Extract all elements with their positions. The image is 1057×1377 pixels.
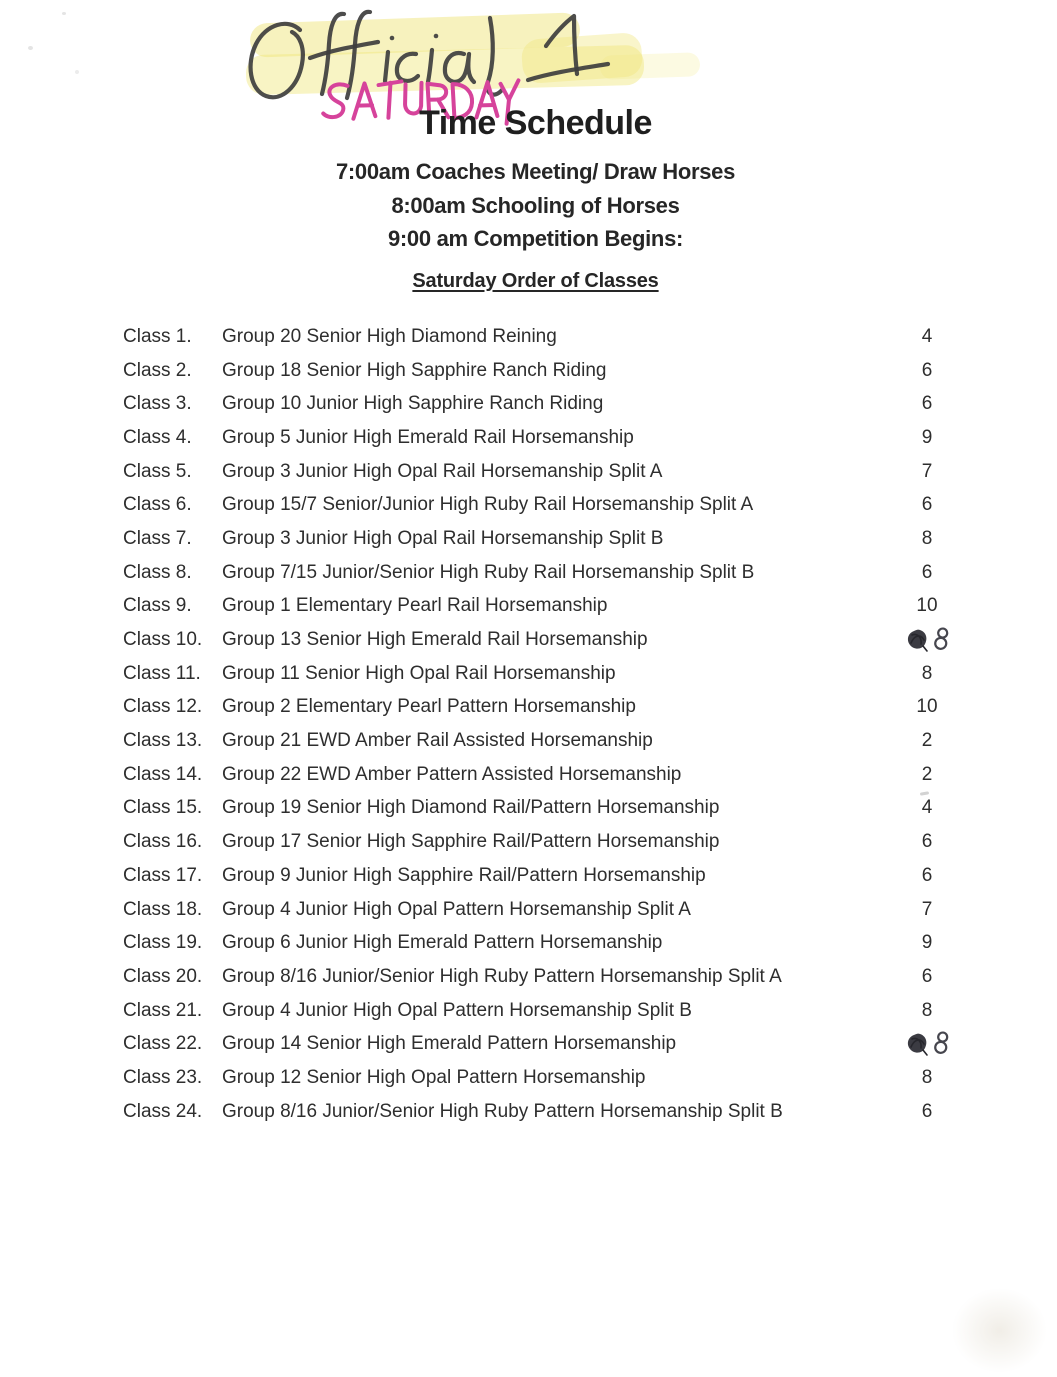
table-row bbox=[0, 354, 1057, 388]
class-description: Group 22 EWD Amber Pattern Assisted Horsemanship bbox=[222, 763, 682, 785]
schedule-times bbox=[14, 155, 1057, 256]
table-row bbox=[0, 1095, 1057, 1129]
table-row bbox=[0, 960, 1057, 994]
entry-count: 4 bbox=[921, 325, 933, 347]
table-row bbox=[0, 522, 1057, 556]
entry-count: 8 bbox=[921, 662, 933, 684]
section-heading: Saturday Order of Classes bbox=[412, 270, 659, 292]
class-description: Group 2 Elementary Pearl Pattern Horsemanship bbox=[222, 696, 636, 718]
table-row bbox=[0, 387, 1057, 421]
handwritten-count-correction bbox=[904, 624, 956, 654]
table-row bbox=[0, 488, 1057, 522]
table-row bbox=[0, 320, 1057, 354]
scan-speck bbox=[28, 46, 33, 50]
class-description: Group 3 Junior High Opal Rail Horsemanship Split A bbox=[222, 460, 663, 482]
class-description: Group 8/16 Junior/Senior High Ruby Pattern Horsemanship Split B bbox=[222, 1100, 783, 1122]
class-description: Group 9 Junior High Sapphire Rail/Pattern Horsemanship bbox=[222, 864, 706, 886]
entry-count: 4 bbox=[921, 797, 933, 819]
class-description: Group 3 Junior High Opal Rail Horsemanship Split B bbox=[222, 527, 664, 549]
entry-count: 8 bbox=[921, 999, 933, 1021]
table-row bbox=[0, 926, 1057, 960]
class-description: Group 10 Junior High Sapphire Ranch Riding bbox=[222, 393, 604, 415]
entry-count: 9 bbox=[921, 932, 933, 954]
class-description: Group 14 Senior High Emerald Pattern Horsemanship bbox=[222, 1033, 677, 1055]
class-number-label: Class 14. bbox=[123, 763, 203, 785]
class-description: Group 1 Elementary Pearl Rail Horsemanship bbox=[222, 595, 608, 617]
entry-count: 10 bbox=[916, 696, 938, 718]
entry-count: 6 bbox=[921, 561, 933, 583]
class-number-label: Class 10. bbox=[123, 629, 203, 651]
class-description: Group 6 Junior High Emerald Pattern Horsemanship bbox=[222, 932, 663, 954]
handwritten-eight bbox=[935, 628, 949, 650]
class-number-label: Class 24. bbox=[123, 1100, 203, 1122]
table-row bbox=[0, 724, 1057, 758]
class-description: Group 4 Junior High Opal Pattern Horsemanship Split B bbox=[222, 999, 692, 1021]
class-number-label: Class 18. bbox=[123, 898, 203, 920]
class-table bbox=[0, 320, 1057, 1129]
entry-count: 8 bbox=[921, 1066, 933, 1088]
table-row bbox=[0, 590, 1057, 624]
class-description: Group 12 Senior High Opal Pattern Horsemanship bbox=[222, 1066, 646, 1088]
class-number-label: Class 23. bbox=[123, 1066, 203, 1088]
class-description: Group 8/16 Junior/Senior High Ruby Pattern Horsemanship Split A bbox=[222, 965, 782, 987]
entry-count: 6 bbox=[921, 864, 933, 886]
class-number-label: Class 12. bbox=[123, 696, 203, 718]
schedule-line-competition: 9:00 am Competition Begins: bbox=[387, 226, 684, 251]
class-description: Group 20 Senior High Diamond Reining bbox=[222, 325, 557, 347]
class-number-label: Class 2. bbox=[123, 359, 192, 381]
entry-count: 8 bbox=[921, 527, 933, 549]
table-row bbox=[0, 1061, 1057, 1095]
entry-count: 7 bbox=[921, 898, 933, 920]
class-number-label: Class 5. bbox=[123, 460, 192, 482]
class-description: Group 19 Senior High Diamond Rail/Pattern Horsemanship bbox=[222, 797, 720, 819]
class-number-label: Class 15. bbox=[123, 797, 203, 819]
entry-count: 2 bbox=[921, 763, 933, 785]
entry-count: 6 bbox=[921, 1100, 933, 1122]
entry-count: 7 bbox=[921, 460, 933, 482]
class-description: Group 4 Junior High Opal Pattern Horsemanship Split A bbox=[222, 898, 691, 920]
table-row bbox=[0, 556, 1057, 590]
class-number-label: Class 20. bbox=[123, 965, 203, 987]
class-number-label: Class 16. bbox=[123, 831, 203, 853]
class-number-label: Class 4. bbox=[123, 426, 192, 448]
scan-smudge bbox=[952, 1288, 1047, 1373]
class-number-label: Class 7. bbox=[123, 527, 192, 549]
table-row bbox=[0, 758, 1057, 792]
entry-count: 10 bbox=[916, 595, 938, 617]
entry-count: 2 bbox=[921, 730, 933, 752]
class-number-label: Class 11. bbox=[123, 662, 201, 684]
class-description: Group 21 EWD Amber Rail Assisted Horsemanship bbox=[222, 730, 653, 752]
class-description: Group 18 Senior High Sapphire Ranch Riding bbox=[222, 359, 607, 381]
entry-count: 6 bbox=[921, 831, 933, 853]
table-row bbox=[0, 859, 1057, 893]
class-number-label: Class 6. bbox=[123, 494, 192, 516]
class-number-label: Class 1. bbox=[123, 325, 192, 347]
class-description: Group 7/15 Junior/Senior High Ruby Rail Horsemanship Split B bbox=[222, 561, 755, 583]
entry-count: 6 bbox=[921, 965, 933, 987]
schedule-line-coaches-meeting: 7:00am Coaches Meeting/ Draw Horses bbox=[335, 159, 736, 184]
page-title: Time Schedule bbox=[419, 104, 652, 142]
table-row bbox=[0, 421, 1057, 455]
class-description: Group 5 Junior High Emerald Rail Horsemanship bbox=[222, 426, 634, 448]
class-description: Group 11 Senior High Opal Rail Horsemanship bbox=[222, 662, 616, 684]
class-number-label: Class 8. bbox=[123, 561, 192, 583]
table-row bbox=[0, 792, 1057, 826]
entry-count: 6 bbox=[921, 393, 933, 415]
table-row bbox=[0, 657, 1057, 691]
table-row bbox=[0, 691, 1057, 725]
entry-count-corrected bbox=[896, 626, 958, 654]
class-number-label: Class 13. bbox=[123, 730, 203, 752]
handwritten-count-correction bbox=[904, 1028, 956, 1058]
class-description: Group 17 Senior High Sapphire Rail/Pattern Horsemanship bbox=[222, 831, 720, 853]
table-row bbox=[0, 455, 1057, 489]
table-row bbox=[0, 994, 1057, 1028]
entry-count: 6 bbox=[921, 494, 933, 516]
table-row bbox=[0, 623, 1057, 657]
class-number-label: Class 9. bbox=[123, 595, 192, 617]
class-number-label: Class 22. bbox=[123, 1033, 203, 1055]
entry-count: 6 bbox=[921, 359, 933, 381]
class-number-label: Class 17. bbox=[123, 864, 203, 886]
handwritten-eight bbox=[935, 1032, 949, 1054]
entry-count: 9 bbox=[921, 426, 933, 448]
class-description: Group 13 Senior High Emerald Rail Horsemanship bbox=[222, 629, 648, 651]
schedule-line-schooling: 8:00am Schooling of Horses bbox=[391, 192, 680, 218]
table-row bbox=[0, 1027, 1057, 1061]
class-description: Group 15/7 Senior/Junior High Ruby Rail Horsemanship Split A bbox=[222, 494, 754, 516]
table-row bbox=[0, 825, 1057, 859]
table-row bbox=[0, 893, 1057, 927]
scan-speck bbox=[62, 12, 66, 15]
class-number-label: Class 19. bbox=[123, 932, 203, 954]
entry-count-corrected bbox=[896, 1030, 958, 1058]
class-number-label: Class 3. bbox=[123, 393, 192, 415]
class-number-label: Class 21. bbox=[123, 999, 203, 1021]
scan-speck bbox=[75, 70, 79, 74]
